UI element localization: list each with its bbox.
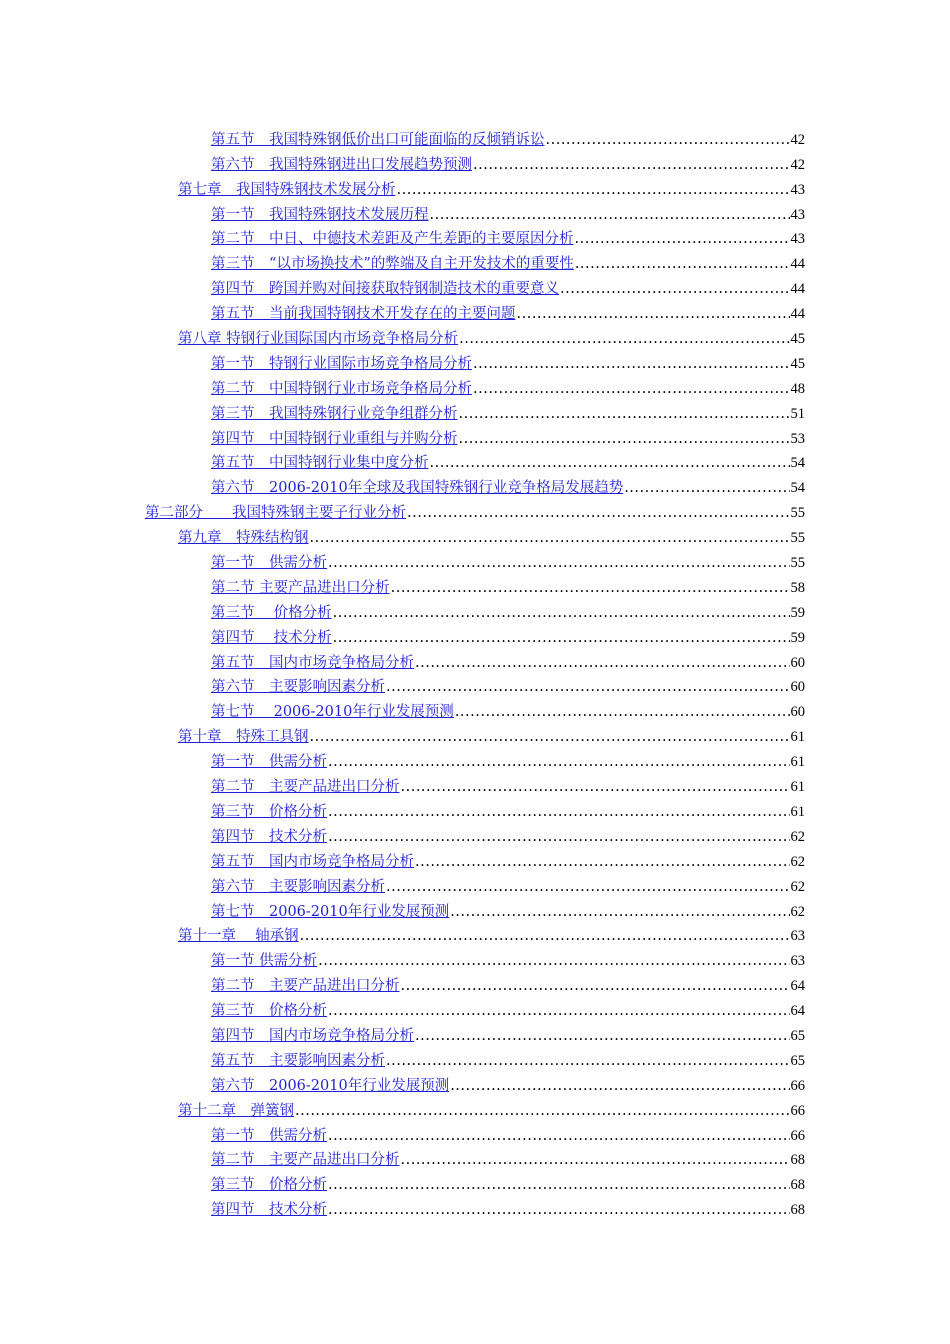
toc-entry[interactable] bbox=[0, 622, 950, 647]
toc-page-number: 60 bbox=[790, 654, 805, 671]
toc-page-number: 48 bbox=[790, 380, 805, 397]
toc-entry-label[interactable]: 第二节 主要产品进出口分析 bbox=[211, 579, 390, 596]
toc-page-number: 61 bbox=[790, 729, 805, 746]
toc-dot-leader bbox=[318, 952, 789, 970]
toc-entry[interactable] bbox=[0, 970, 950, 995]
toc-dot-leader bbox=[328, 1201, 790, 1219]
toc-dot-leader bbox=[333, 629, 790, 647]
table-of-contents bbox=[0, 124, 950, 1219]
toc-page-number: 66 bbox=[790, 1102, 805, 1119]
toc-dot-leader bbox=[575, 255, 790, 273]
toc-dot-leader bbox=[386, 678, 790, 696]
toc-entry[interactable] bbox=[0, 796, 950, 821]
toc-dot-leader bbox=[397, 181, 790, 199]
toc-entry-label[interactable]: 第二节 中日、中德技术差距及产生差距的主要原因分析 bbox=[211, 231, 574, 248]
toc-entry-label[interactable]: 第十一章 轴承钢 bbox=[178, 928, 299, 945]
toc-entry-label[interactable]: 第四节 跨国并购对间接获取特钢制造技术的重要意义 bbox=[211, 281, 559, 298]
toc-page-number: 62 bbox=[790, 878, 805, 895]
toc-dot-leader bbox=[333, 604, 790, 622]
toc-dot-leader bbox=[328, 1127, 790, 1145]
toc-page-number: 65 bbox=[790, 1027, 805, 1044]
toc-entry[interactable] bbox=[0, 995, 950, 1020]
toc-page-number: 62 bbox=[790, 903, 805, 920]
toc-page-number: 55 bbox=[790, 530, 805, 547]
toc-page-number: 68 bbox=[790, 1177, 805, 1194]
toc-page-number: 65 bbox=[790, 1052, 805, 1069]
toc-entry-label[interactable]: 第六节 我国特殊钢进出口发展趋势预测 bbox=[211, 156, 472, 173]
toc-entry-label[interactable]: 第二部分 我国特殊钢主要子行业分析 bbox=[145, 505, 406, 522]
toc-dot-leader bbox=[430, 454, 790, 472]
toc-entry[interactable] bbox=[0, 1169, 950, 1194]
toc-page-number: 54 bbox=[790, 480, 805, 497]
toc-page-number: 59 bbox=[790, 604, 805, 621]
toc-entry[interactable] bbox=[0, 547, 950, 572]
toc-entry[interactable] bbox=[0, 597, 950, 622]
toc-dot-leader bbox=[415, 853, 790, 871]
toc-entry[interactable] bbox=[0, 472, 950, 497]
toc-entry[interactable] bbox=[0, 398, 950, 423]
toc-entry[interactable] bbox=[0, 721, 950, 746]
toc-page-number: 63 bbox=[790, 928, 805, 945]
toc-entry-label[interactable]: 第五节 主要影响因素分析 bbox=[211, 1052, 385, 1069]
toc-entry[interactable] bbox=[0, 746, 950, 771]
toc-dot-leader bbox=[328, 803, 790, 821]
toc-entry-label[interactable]: 第五节 国内市场竞争格局分析 bbox=[211, 853, 414, 870]
toc-entry-label[interactable]: 第一节 供需分析 bbox=[211, 555, 327, 572]
toc-page-number: 64 bbox=[790, 978, 805, 995]
toc-entry-label[interactable]: 第四节 技术分析 bbox=[211, 1202, 327, 1219]
toc-entry-label[interactable]: 第二节 主要产品进出口分析 bbox=[211, 978, 400, 995]
toc-dot-leader bbox=[300, 927, 790, 945]
toc-entry-label[interactable]: 第四节 中国特钢行业重组与并购分析 bbox=[211, 430, 458, 447]
toc-dot-leader bbox=[415, 1027, 790, 1045]
toc-entry-label[interactable]: 第八章 特钢行业国际国内市场竞争格局分析 bbox=[178, 331, 459, 348]
toc-entry[interactable] bbox=[0, 174, 950, 199]
toc-entry[interactable] bbox=[0, 248, 950, 273]
toc-entry[interactable] bbox=[0, 896, 950, 921]
toc-entry-label[interactable]: 第一节 特钢行业国际市场竞争格局分析 bbox=[211, 355, 472, 372]
toc-entry-label[interactable]: 第一节 供需分析 bbox=[211, 1127, 327, 1144]
toc-dot-leader bbox=[459, 330, 789, 348]
toc-page-number: 42 bbox=[790, 131, 805, 148]
toc-dot-leader bbox=[473, 156, 790, 174]
toc-entry-label[interactable]: 第五节 国内市场竞争格局分析 bbox=[211, 654, 414, 671]
toc-page-number: 51 bbox=[790, 405, 805, 422]
toc-page-number: 55 bbox=[790, 505, 805, 522]
toc-page-number: 63 bbox=[790, 953, 805, 970]
toc-entry-label[interactable]: 第十章 特殊工具钢 bbox=[178, 729, 309, 746]
toc-page-number: 59 bbox=[790, 629, 805, 646]
toc-entry[interactable] bbox=[0, 348, 950, 373]
toc-page-number: 68 bbox=[790, 1152, 805, 1169]
toc-entry-label[interactable]: 第五节 中国特钢行业集中度分析 bbox=[211, 455, 429, 472]
toc-page-number: 60 bbox=[790, 704, 805, 721]
toc-page-number: 45 bbox=[790, 331, 805, 348]
toc-entry[interactable] bbox=[0, 696, 950, 721]
toc-page-number: 61 bbox=[790, 754, 805, 771]
toc-entry-label[interactable]: 第五节 我国特殊钢低价出口可能面临的反倾销诉讼 bbox=[211, 131, 545, 148]
toc-dot-leader bbox=[459, 430, 790, 448]
toc-entry[interactable] bbox=[0, 373, 950, 398]
toc-entry[interactable] bbox=[0, 846, 950, 871]
toc-dot-leader bbox=[328, 1002, 790, 1020]
toc-page-number: 42 bbox=[790, 156, 805, 173]
toc-dot-leader bbox=[473, 380, 790, 398]
toc-entry-label[interactable]: 第一节 我国特殊钢技术发展历程 bbox=[211, 206, 429, 223]
toc-entry[interactable] bbox=[0, 1045, 950, 1070]
toc-page-number: 44 bbox=[790, 306, 805, 323]
toc-page-number: 62 bbox=[790, 853, 805, 870]
toc-page-number: 62 bbox=[790, 828, 805, 845]
toc-entry-label[interactable]: 第六节 主要影响因素分析 bbox=[211, 679, 385, 696]
toc-entry[interactable] bbox=[0, 323, 950, 348]
toc-entry-label[interactable]: 第二节 主要产品进出口分析 bbox=[211, 1152, 400, 1169]
toc-entry-label[interactable]: 第一节 供需分析 bbox=[211, 754, 327, 771]
toc-entry-label[interactable]: 第七节 2006-2010年行业发展预测 bbox=[211, 704, 454, 721]
toc-entry-label[interactable]: 第三节 价格分析 bbox=[211, 1177, 327, 1194]
toc-entry-label[interactable]: 第七节 2006-2010年行业发展预测 bbox=[211, 903, 450, 920]
toc-entry-label[interactable]: 第五节 当前我国特钢技术开发存在的主要问题 bbox=[211, 306, 516, 323]
toc-dot-leader bbox=[295, 1102, 790, 1120]
toc-entry-label[interactable]: 第三节 价格分析 bbox=[211, 604, 332, 621]
toc-dot-leader bbox=[459, 405, 790, 423]
toc-entry-label[interactable]: 第九章 特殊结构钢 bbox=[178, 530, 309, 547]
toc-entry[interactable] bbox=[0, 821, 950, 846]
toc-entry-label[interactable]: 第四节 技术分析 bbox=[211, 828, 327, 845]
toc-entry-label[interactable]: 第六节 2006-2010年行业发展预测 bbox=[211, 1077, 450, 1094]
toc-dot-leader bbox=[450, 1077, 789, 1095]
toc-dot-leader bbox=[560, 280, 790, 298]
toc-page-number: 53 bbox=[790, 430, 805, 447]
toc-entry[interactable] bbox=[0, 224, 950, 249]
toc-dot-leader bbox=[386, 878, 790, 896]
toc-entry-label[interactable]: 第三节 我国特殊钢行业竞争组群分析 bbox=[211, 405, 458, 422]
toc-entry[interactable] bbox=[0, 497, 950, 522]
toc-entry-label[interactable]: 第六节 2006-2010年全球及我国特殊钢行业竞争格局发展趋势 bbox=[211, 480, 624, 497]
toc-entry-label[interactable]: 第四节 国内市场竞争格局分析 bbox=[211, 1027, 414, 1044]
toc-page-number: 61 bbox=[790, 803, 805, 820]
toc-entry-label[interactable]: 第十二章 弹簧钢 bbox=[178, 1102, 294, 1119]
toc-dot-leader bbox=[450, 903, 789, 921]
toc-dot-leader bbox=[473, 355, 790, 373]
toc-entry[interactable] bbox=[0, 1020, 950, 1045]
toc-dot-leader bbox=[415, 654, 790, 672]
toc-dot-leader bbox=[386, 1052, 790, 1070]
toc-entry-label[interactable]: 第六节 主要影响因素分析 bbox=[211, 878, 385, 895]
toc-page-number: 45 bbox=[790, 355, 805, 372]
toc-entry[interactable] bbox=[0, 423, 950, 448]
toc-entry[interactable] bbox=[0, 1070, 950, 1095]
toc-entry[interactable] bbox=[0, 1145, 950, 1170]
toc-page-number: 60 bbox=[790, 679, 805, 696]
toc-entry-label[interactable]: 第七章 我国特殊钢技术发展分析 bbox=[178, 181, 396, 198]
toc-dot-leader bbox=[401, 977, 790, 995]
toc-entry[interactable] bbox=[0, 647, 950, 672]
toc-dot-leader bbox=[310, 529, 790, 547]
toc-dot-leader bbox=[310, 728, 790, 746]
toc-page-number: 66 bbox=[790, 1077, 805, 1094]
toc-page-number: 43 bbox=[790, 231, 805, 248]
toc-page-number: 44 bbox=[790, 281, 805, 298]
toc-page-number: 61 bbox=[790, 779, 805, 796]
toc-entry[interactable] bbox=[0, 1095, 950, 1120]
toc-dot-leader bbox=[401, 1151, 790, 1169]
toc-entry-label[interactable]: 第二节 中国特钢行业市场竞争格局分析 bbox=[211, 380, 472, 397]
toc-page-number: 58 bbox=[790, 579, 805, 596]
toc-dot-leader bbox=[624, 479, 789, 497]
toc-dot-leader bbox=[328, 828, 790, 846]
toc-entry-label[interactable]: 第一节 供需分析 bbox=[211, 953, 318, 970]
toc-dot-leader bbox=[391, 579, 790, 597]
toc-page-number: 43 bbox=[790, 181, 805, 198]
toc-entry[interactable] bbox=[0, 945, 950, 970]
toc-entry[interactable] bbox=[0, 921, 950, 946]
toc-dot-leader bbox=[401, 778, 790, 796]
toc-dot-leader bbox=[407, 504, 790, 522]
toc-dot-leader bbox=[455, 703, 790, 721]
toc-page-number: 55 bbox=[790, 555, 805, 572]
toc-page-number: 66 bbox=[790, 1127, 805, 1144]
toc-dot-leader bbox=[575, 230, 790, 248]
toc-entry[interactable] bbox=[0, 149, 950, 174]
toc-entry-label[interactable]: 第三节 价格分析 bbox=[211, 803, 327, 820]
toc-entry[interactable] bbox=[0, 199, 950, 224]
toc-dot-leader bbox=[328, 554, 790, 572]
toc-page-number: 43 bbox=[790, 206, 805, 223]
toc-entry[interactable] bbox=[0, 871, 950, 896]
toc-dot-leader bbox=[328, 1176, 790, 1194]
toc-dot-leader bbox=[328, 753, 790, 771]
toc-entry-label[interactable]: 第三节 “以市场换技术”的弊端及自主开发技术的重要性 bbox=[211, 256, 574, 273]
toc-entry[interactable] bbox=[0, 298, 950, 323]
toc-page-number: 64 bbox=[790, 1003, 805, 1020]
toc-page-number: 54 bbox=[790, 455, 805, 472]
toc-dot-leader bbox=[517, 305, 790, 323]
toc-entry[interactable] bbox=[0, 273, 950, 298]
toc-entry[interactable] bbox=[0, 572, 950, 597]
toc-dot-leader bbox=[546, 131, 790, 149]
toc-page-number: 44 bbox=[790, 256, 805, 273]
toc-entry[interactable] bbox=[0, 1120, 950, 1145]
toc-entry[interactable] bbox=[0, 1194, 950, 1219]
toc-entry-label[interactable]: 第二节 主要产品进出口分析 bbox=[211, 779, 400, 796]
toc-entry[interactable] bbox=[0, 672, 950, 697]
toc-dot-leader bbox=[430, 206, 790, 224]
toc-entry[interactable] bbox=[0, 771, 950, 796]
toc-page-number: 68 bbox=[790, 1202, 805, 1219]
toc-entry-label[interactable]: 第四节 技术分析 bbox=[211, 629, 332, 646]
toc-entry[interactable] bbox=[0, 124, 950, 149]
toc-entry[interactable] bbox=[0, 448, 950, 473]
toc-entry[interactable] bbox=[0, 522, 950, 547]
toc-entry-label[interactable]: 第三节 价格分析 bbox=[211, 1003, 327, 1020]
